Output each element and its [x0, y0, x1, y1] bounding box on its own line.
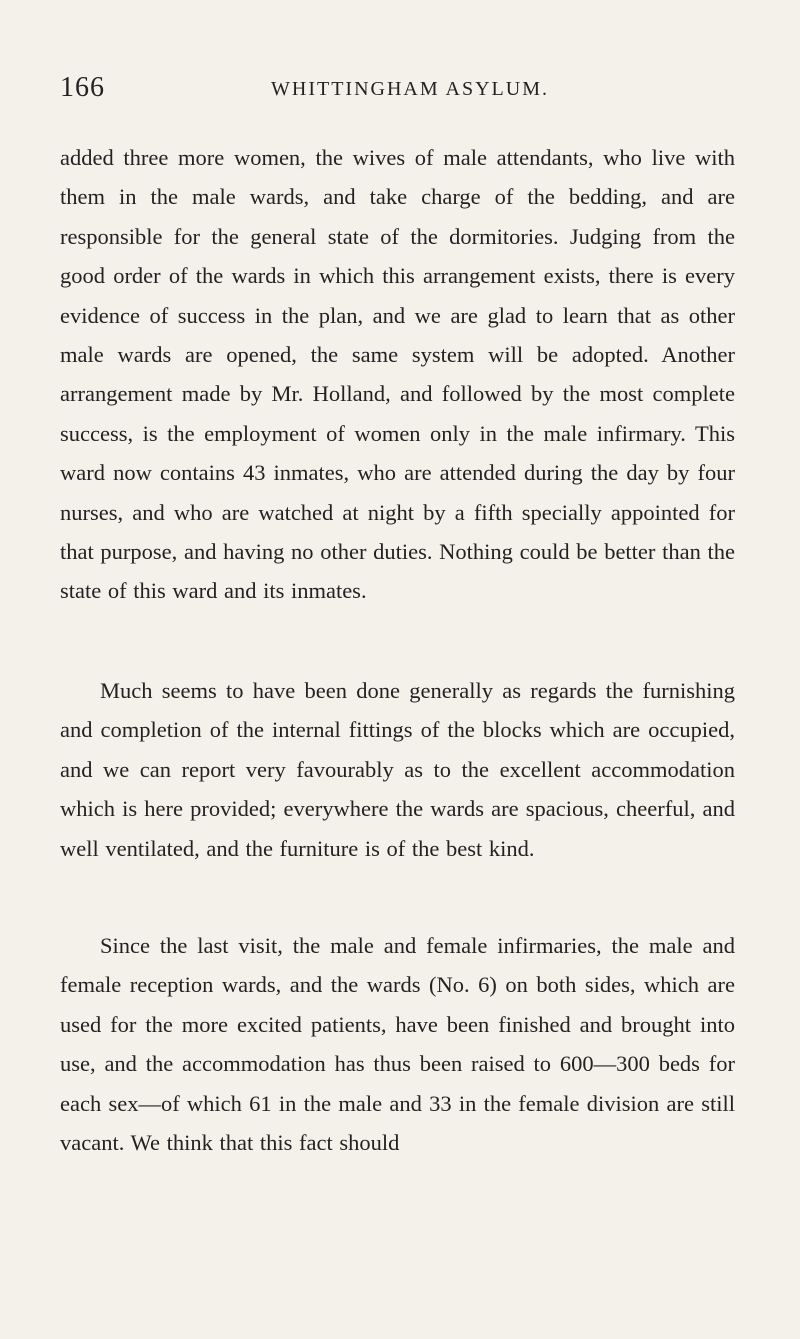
paragraph-3: Since the last visit, the male and female infirmaries, the male and female reception wards, and the wards (No. 6) on both sides, which are used for the more excited patients, have been finished and brought into use, and the accommodation has thus been raised to 600—300 beds for each sex—of which 61 in the male and 33 in the female division are still vacant. We think that this fact should — [60, 932, 735, 1155]
paragraph-2: Much seems to have been done generally as regards the furnishing and completion of the internal fittings of the blocks which are occupied, and we can report very favourably as to the excellent accommodation which is here provided; everywhere the wards are spacious, cheerful, and well ventilated, and the furniture is of the best kind. — [60, 677, 735, 861]
page-header — [60, 72, 740, 112]
paragraph-1: added three more women, the wives of male attendants, who live with them in the male wards, and take charge of the bedding, and are responsible for the general state of the dormitories. Judging from the good order of the wards in which this arrangement exists, there is every evidence of success in the plan, and we are glad to learn that as other male wards are opened, the same system will be adopted. Another arrangement made by Mr. Holland, and followed by the most complete success, is the employment of women only in the male infirmary. This ward now contains 43 inmates, who are attended during the day by four nurses, and who are watched at night by a fifth specially appointed for that purpose, and having no other duties. Nothing could be better than the state of this ward and its inmates. — [60, 145, 735, 604]
body-text — [60, 138, 735, 1162]
running-head: WHITTINGHAM ASYLUM. — [271, 78, 549, 100]
page-number: 166 — [60, 72, 105, 103]
